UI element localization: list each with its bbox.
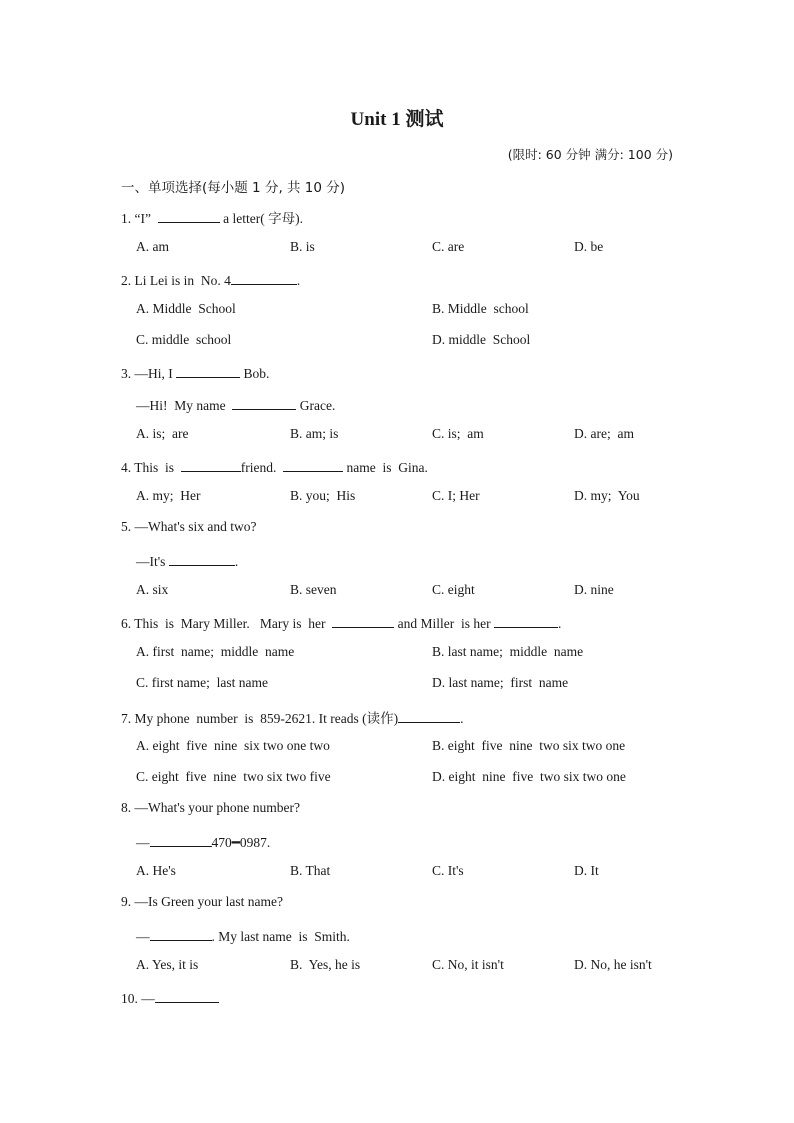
answer-blank xyxy=(158,208,220,223)
answer-blank xyxy=(150,832,212,847)
question-7: 7. My phone number is 859-2621. It reads (读作) . xyxy=(121,707,463,727)
answer-blank xyxy=(176,363,240,378)
q3-option-a: A. is; are xyxy=(136,426,189,441)
answer-blank xyxy=(494,613,558,628)
q8-option-b: B. That xyxy=(290,863,331,878)
question-8: 8. —What's your phone number? xyxy=(121,800,301,815)
question-10: 10. — xyxy=(121,988,219,1007)
q9-option-c: C. No, it isn't xyxy=(432,957,504,972)
q8-option-c: C. It's xyxy=(432,863,464,878)
q5-option-a: A. six xyxy=(136,582,169,597)
q8-option-d: D. It xyxy=(574,863,599,878)
q7-option-c: C. eight five nine two six two five xyxy=(136,769,331,784)
q8-option-a: A. He's xyxy=(136,863,176,878)
q5-option-c: C. eight xyxy=(432,582,475,597)
answer-blank xyxy=(398,708,460,723)
answer-blank xyxy=(332,613,394,628)
q4-option-a: A. my; Her xyxy=(136,488,201,503)
answer-blank xyxy=(181,457,241,472)
q7-option-a: A. eight five nine six two one two xyxy=(136,738,330,753)
q6-option-b: B. last name; middle name xyxy=(432,644,584,659)
q1-option-b: B. is xyxy=(290,239,315,254)
q9-option-b: B. Yes, he is xyxy=(290,957,361,972)
question-8-reply: — 470━0987. xyxy=(136,832,270,851)
q5-option-b: B. seven xyxy=(290,582,337,597)
q3-option-c: C. is; am xyxy=(432,426,484,441)
question-2: 2. Li Lei is in No. 4 . xyxy=(121,270,300,289)
q2-option-d: D. middle School xyxy=(432,332,531,347)
q3-option-d: D. are; am xyxy=(574,426,634,441)
q7-option-b: B. eight five nine two six two one xyxy=(432,738,626,753)
q6-option-c: C. first name; last name xyxy=(136,675,268,690)
q4-option-b: B. you; His xyxy=(290,488,356,503)
q1-option-c: C. are xyxy=(432,239,465,254)
answer-blank xyxy=(155,988,219,1003)
q6-option-d: D. last name; first name xyxy=(432,675,569,690)
q9-option-a: A. Yes, it is xyxy=(136,957,199,972)
question-3-reply: —Hi! My name Grace. xyxy=(136,395,335,414)
question-3: 3. —Hi, I Bob. xyxy=(121,363,269,382)
q9-option-d: D. No, he isn't xyxy=(574,957,652,972)
answer-blank xyxy=(150,926,212,941)
q7-option-d: D. eight nine five two six two one xyxy=(432,769,626,784)
answer-blank xyxy=(231,270,297,285)
q4-option-c: C. I; Her xyxy=(432,488,480,503)
section-heading: 一、单项选择(每小题 1 分, 共 10 分) xyxy=(121,180,346,196)
q4-option-d: D. my; You xyxy=(574,488,640,503)
answer-blank xyxy=(169,551,235,566)
q2-option-b: B. Middle school xyxy=(432,301,529,316)
page-title: Unit 1 测试 xyxy=(350,109,444,130)
answer-blank xyxy=(232,395,296,410)
q2-option-a: A. Middle School xyxy=(136,301,236,316)
question-1: 1. “I” a letter( 字母). xyxy=(121,207,303,227)
q3-option-b: B. am; is xyxy=(290,426,339,441)
q1-option-a: A. am xyxy=(136,239,169,254)
question-6: 6. This is Mary Miller. Mary is her and Miller is her . xyxy=(121,613,561,632)
question-9-reply: — . My last name is Smith. xyxy=(136,926,350,945)
q1-option-d: D. be xyxy=(574,239,604,254)
question-9: 9. —Is Green your last name? xyxy=(121,894,283,909)
answer-blank xyxy=(283,457,343,472)
q6-option-a: A. first name; middle name xyxy=(136,644,295,659)
time-score-info: (限时: 60 分钟 满分: 100 分) xyxy=(507,147,673,162)
question-4: 4. This is friend. name is Gina. xyxy=(121,457,428,476)
q2-option-c: C. middle school xyxy=(136,332,232,347)
q5-option-d: D. nine xyxy=(574,582,614,597)
question-5-reply: —It's . xyxy=(136,551,238,570)
question-5: 5. —What's six and two? xyxy=(121,519,257,534)
